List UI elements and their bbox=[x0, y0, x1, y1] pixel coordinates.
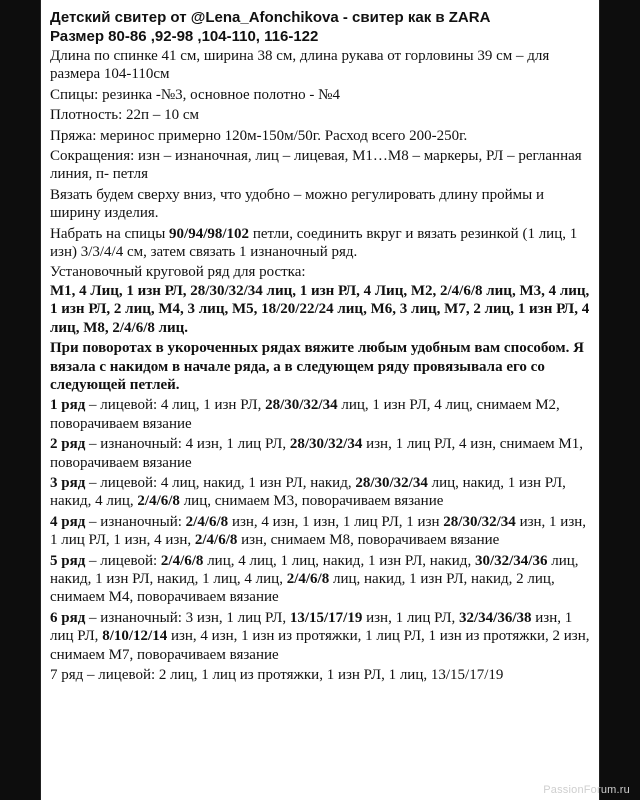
row-heading: 5 ряд bbox=[50, 552, 86, 569]
row-3 bbox=[50, 474, 591, 511]
document-page bbox=[41, 0, 599, 800]
text: изн, 4 изн, 1 изн из протяжки, 1 лиц РЛ, 1 изн из протяжки, 2 изн, снимаем М7, поворачиваем вязание bbox=[50, 628, 590, 663]
setup-intro: Установочный круговой ряд для ростка: bbox=[50, 264, 306, 281]
bold-text: 13/15/17/19 bbox=[289, 609, 363, 626]
paragraph-yarn: Пряжа: меринос примерно 120м-150м/50г. Расход всего 200-250г. bbox=[50, 127, 468, 144]
document-body bbox=[41, 0, 599, 684]
text: – лицевой: bbox=[85, 552, 161, 569]
row-4 bbox=[50, 513, 591, 550]
row-heading: 6 ряд bbox=[50, 609, 86, 626]
text: лиц, 4 лиц, 1 лиц, накид, 1 изн РЛ, накид, bbox=[203, 552, 475, 569]
bold-text: 2/4/6/8 bbox=[160, 552, 204, 569]
text: лиц, снимаем М3, поворачиваем вязание bbox=[179, 493, 444, 510]
bold-text: 2/4/6/8 bbox=[185, 513, 229, 530]
row-heading: 2 ряд bbox=[50, 436, 86, 453]
text: изн, снимаем М8, поворачиваем вязание bbox=[237, 532, 500, 549]
bold-text: 8/10/12/14 bbox=[102, 628, 168, 645]
text: изн, 1 лиц РЛ, bbox=[362, 609, 460, 626]
row-heading: 3 ряд bbox=[50, 474, 86, 491]
text: лиц, накид, 1 изн РЛ, накид, 4 лиц, bbox=[50, 474, 566, 510]
sizes-line: Размер 80-86 ,92-98 ,104-110, 116-122 bbox=[50, 28, 319, 45]
paragraph-abbreviations: Сокращения: изн – изнаночная, лиц – лицевая, М1…М8 – маркеры, РЛ – регланная линия, п- петля bbox=[50, 148, 582, 183]
text: лиц, 1 изн РЛ, 4 лиц, снимаем М2, поворачиваем вязание bbox=[50, 397, 560, 432]
text: – лицевой: 4 лиц, 1 изн РЛ, bbox=[85, 397, 266, 414]
row-7-partial: 7 ряд – лицевой: 2 лиц, 1 лиц из протяжки, 1 изн РЛ, 1 лиц, 13/15/17/19 bbox=[50, 667, 504, 683]
text: Набрать на спицы bbox=[50, 225, 170, 242]
row-6 bbox=[50, 609, 591, 664]
paragraph-top-down: Вязать будем сверху вниз, что удобно – можно регулировать длину проймы и ширину изделия. bbox=[50, 186, 544, 222]
row-2 bbox=[50, 435, 591, 472]
bold-text: 28/30/32/34 bbox=[355, 474, 428, 491]
bold-text: 30/32/34/36 bbox=[474, 552, 548, 569]
text: изн, 1 лиц РЛ, bbox=[50, 609, 573, 645]
paragraph-gauge: Плотность: 22п – 10 см bbox=[50, 107, 199, 124]
text: – изнаночный: 4 изн, 1 лиц РЛ, bbox=[85, 436, 290, 453]
paragraph-needles: Спицы: резинка -№3, основное полотно - №4 bbox=[50, 86, 340, 103]
bold-text: 28/30/32/34 bbox=[443, 513, 516, 530]
bold-text: 2/4/6/8 bbox=[194, 532, 238, 549]
bold-text: 28/30/32/34 bbox=[265, 397, 338, 414]
text: изн, 1 лиц РЛ, 4 изн, снимаем М1, поворачиваем вязание bbox=[50, 436, 583, 471]
text: лиц, накид, 1 изн РЛ, накид, 1 лиц, 4 лиц, bbox=[50, 552, 579, 587]
row-heading: 1 ряд bbox=[50, 397, 86, 414]
text: – изнаночный: 3 изн, 1 лиц РЛ, bbox=[85, 609, 290, 626]
text: – лицевой: 4 лиц, накид, 1 изн РЛ, накид, bbox=[85, 474, 356, 491]
row-heading: 4 ряд bbox=[50, 513, 86, 530]
text: петли, соединить вкруг и вязать резинкой (1 лиц, 1 изн) 3/3/4/4 см, затем связать 1 изнаночный ряд. bbox=[50, 225, 578, 261]
row-1 bbox=[50, 396, 591, 433]
row-5 bbox=[50, 552, 591, 607]
bold-text: 90/94/98/102 bbox=[169, 225, 250, 242]
bold-text: 2/4/6/8 bbox=[286, 570, 330, 587]
bold-text: 28/30/32/34 bbox=[289, 436, 363, 453]
text: лиц, накид, 1 изн РЛ, накид, 2 лиц, снимаем М4, поворачиваем вязание bbox=[50, 570, 555, 606]
setup-row: М1, 4 Лиц, 1 изн РЛ, 28/30/32/34 лиц, 1 изн РЛ, 4 Лиц, М2, 2/4/6/8 лиц, М3, 4 лиц, 1 изн РЛ, 2 лиц, М4, 3 лиц, М5, 18/20/22/24 лиц, М6, 3 лиц, М7, 2 лиц, 1 изн РЛ, 4 лиц, М8, 2/4/6/8 лиц. bbox=[50, 282, 590, 336]
paragraph-cast-on bbox=[50, 225, 591, 262]
document-title: Детский свитер от @Lena_Afonchikova - свитер как в ZARA bbox=[50, 9, 491, 26]
text: изн, 1 изн, 1 лиц РЛ, 1 изн, 4 изн, bbox=[50, 513, 587, 549]
watermark: PassionForum.ru bbox=[543, 784, 630, 796]
paragraph-length: Длина по спинке 41 см, ширина 38 см, длина рукава от горловины 39 см – для размера 104-110см bbox=[50, 48, 550, 83]
text: – изнаночный: bbox=[85, 513, 186, 530]
short-rows-note: При поворотах в укороченных рядах вяжите любым удобным вам способом. Я вязала с накидом в начале ряда, а в следующем ряду провязывала его со следующей петлей. bbox=[50, 340, 584, 393]
text: изн, 4 изн, 1 изн, 1 лиц РЛ, 1 изн bbox=[228, 513, 444, 530]
bold-text: 32/34/36/38 bbox=[459, 609, 532, 626]
bold-text: 2/4/6/8 bbox=[137, 493, 180, 510]
